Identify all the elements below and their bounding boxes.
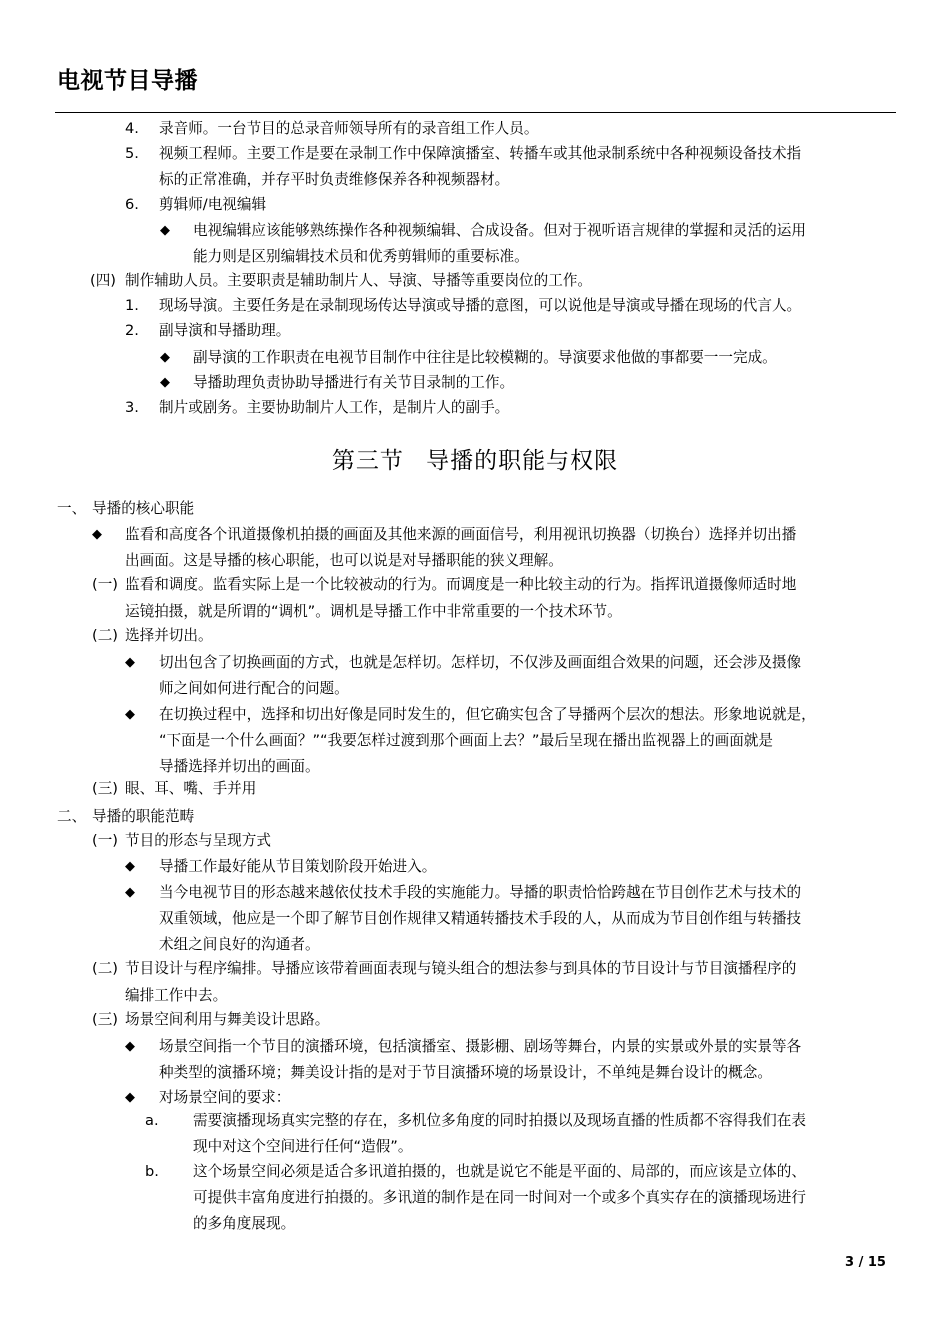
- body-text-line: 选择并切出。: [125, 627, 213, 644]
- body-text-line: 副导演的工作职责在电视节目制作中往往是比较模糊的。导演要求他做的事都要一一完成。: [193, 349, 777, 366]
- body-text-line: 的多角度展现。: [193, 1215, 296, 1232]
- header-divider: [55, 112, 896, 113]
- body-text-line: 制作辅助人员。主要职责是辅助制片人、导演、导播等重要岗位的工作。: [125, 272, 593, 289]
- body-text-line: 运镜拍摄，就是所谓的“调机”。调机是导播工作中非常重要的一个技术环节。: [125, 603, 622, 620]
- body-text-line: 场景空间利用与舞美设计思路。: [125, 1011, 330, 1028]
- body-text-line: 录音师。一台节目的总录音师领导所有的录音组工作人员。: [159, 120, 539, 137]
- list-marker: (四): [90, 272, 116, 289]
- bullet-diamond-icon: ◆: [125, 859, 135, 874]
- body-text-line: 现场导演。主要任务是在录制现场传达导演或导播的意图，可以说他是导演或导播在现场的代言人。: [159, 297, 802, 314]
- section-title: 第三节 导播的职能与权限: [331, 448, 619, 474]
- bullet-diamond-icon: ◆: [125, 655, 135, 670]
- body-text-line: 导播的核心职能: [92, 500, 195, 517]
- bullet-diamond-icon: ◆: [125, 1090, 135, 1105]
- body-text-line: 导播的职能范畴: [92, 808, 195, 825]
- bullet-diamond-icon: ◆: [160, 350, 170, 365]
- body-text-line: 制片或剧务。主要协助制片人工作，是制片人的副手。: [159, 399, 510, 416]
- list-marker: (三): [92, 1011, 118, 1028]
- body-text-line: 师之间如何进行配合的问题。: [159, 680, 349, 697]
- list-marker: 一、: [57, 500, 87, 517]
- list-marker: 4.: [125, 120, 139, 137]
- bullet-diamond-icon: ◆: [160, 223, 170, 238]
- list-marker: b.: [145, 1163, 159, 1180]
- body-text-line: 种类型的演播环境；舞美设计指的是对于节目演播环境的场景设计，不单纯是舞台设计的概念。: [159, 1064, 772, 1081]
- list-marker: (二): [92, 960, 118, 977]
- body-text-line: 标的正常准确，并存平时负责维修保养各种视频器材。: [159, 171, 510, 188]
- body-text-line: 对场景空间的要求：: [159, 1089, 291, 1106]
- body-text-line: 监看和调度。监看实际上是一个比较被动的行为。而调度是一种比较主动的行为。指挥讯道摄像师适时地: [125, 576, 797, 593]
- body-text-line: 在切换过程中，选择和切出好像是同时发生的，但它确实包含了导播两个层次的想法。形象地说就是，: [159, 706, 816, 723]
- body-text-line: 监看和高度各个讯道摄像机拍摄的画面及其他来源的画面信号，利用视讯切换器（切换台）选择并切出播: [125, 526, 797, 543]
- list-marker: 3.: [125, 399, 139, 416]
- body-text-line: 编排工作中去。: [125, 987, 228, 1004]
- body-text-line: 出画面。这是导播的核心职能，也可以说是对导播职能的狭义理解。: [125, 552, 563, 569]
- body-text-line: 剪辑师/电视编辑: [159, 196, 267, 213]
- bullet-diamond-icon: ◆: [160, 375, 170, 390]
- list-marker: a.: [145, 1112, 159, 1129]
- body-text-line: 眼、耳、嘴、手并用: [125, 780, 257, 797]
- list-marker: (三): [92, 780, 118, 797]
- list-marker: 1.: [125, 297, 139, 314]
- list-marker: (一): [92, 576, 118, 593]
- body-text-line: 这个场景空间必须是适合多讯道拍摄的，也就是说它不能是平面的、局部的，而应该是立体的、: [193, 1163, 806, 1180]
- body-text-line: 副导演和导播助理。: [159, 322, 291, 339]
- body-text-line: 节目的形态与呈现方式: [125, 832, 271, 849]
- body-text-line: 场景空间指一个节目的演播环境，包括演播室、摄影棚、剧场等舞台，内景的实景或外景的实景等各: [159, 1038, 802, 1055]
- bullet-diamond-icon: ◆: [125, 707, 135, 722]
- body-text-line: 导播选择并切出的画面。: [159, 758, 320, 775]
- list-marker: (一): [92, 832, 118, 849]
- body-text-line: 视频工程师。主要工作是要在录制工作中保障演播室、转播车或其他录制系统中各种视频设备技术指: [159, 145, 802, 162]
- body-text-line: 需要演播现场真实完整的存在，多机位多角度的同时拍摄以及现场直播的性质都不容得我们在表: [193, 1112, 806, 1129]
- body-text-line: 术组之间良好的沟通者。: [159, 936, 320, 953]
- list-marker: 2.: [125, 322, 139, 339]
- bullet-diamond-icon: ◆: [92, 527, 102, 542]
- body-text-line: 当今电视节目的形态越来越依仗技术手段的实施能力。导播的职责恰恰跨越在节目创作艺术与技术的: [159, 884, 802, 901]
- bullet-diamond-icon: ◆: [125, 885, 135, 900]
- body-text-line: 节目设计与程序编排。导播应该带着画面表现与镜头组合的想法参与到具体的节目设计与节目演播程序的: [125, 960, 797, 977]
- list-marker: 6.: [125, 196, 139, 213]
- bullet-diamond-icon: ◆: [125, 1039, 135, 1054]
- body-text-line: 切出包含了切换画面的方式，也就是怎样切。怎样切，不仅涉及画面组合效果的问题，还会涉及摄像: [159, 654, 802, 671]
- body-text-line: 电视编辑应该能够熟练操作各种视频编辑、合成设备。但对于视听语言规律的掌握和灵活的运用: [193, 222, 806, 239]
- body-text-line: 双重领域，他应是一个即了解节目创作规律又精通转播技术手段的人，从而成为节目创作组与转播技: [159, 910, 802, 927]
- list-marker: 5.: [125, 145, 139, 162]
- body-text-line: 导播助理负责协助导播进行有关节目录制的工作。: [193, 374, 515, 391]
- list-marker: (二): [92, 627, 118, 644]
- body-text-line: “下面是一个什么画面？”“我要怎样过渡到那个画面上去？”最后呈现在播出监视器上的画面就是: [159, 732, 773, 749]
- body-text-line: 现中对这个空间进行任何“造假”。: [193, 1138, 413, 1155]
- body-text-line: 可提供丰富角度进行拍摄的。多讯道的制作是在同一时间对一个或多个真实存在的演播现场进行: [193, 1189, 806, 1206]
- body-text-line: 导播工作最好能从节目策划阶段开始进入。: [159, 858, 437, 875]
- list-marker: 二、: [57, 808, 87, 825]
- page-number: 3 / 15: [845, 1255, 886, 1270]
- page-header-title: 电视节目导播: [57, 68, 198, 94]
- body-text-line: 能力则是区别编辑技术员和优秀剪辑师的重要标准。: [193, 248, 529, 265]
